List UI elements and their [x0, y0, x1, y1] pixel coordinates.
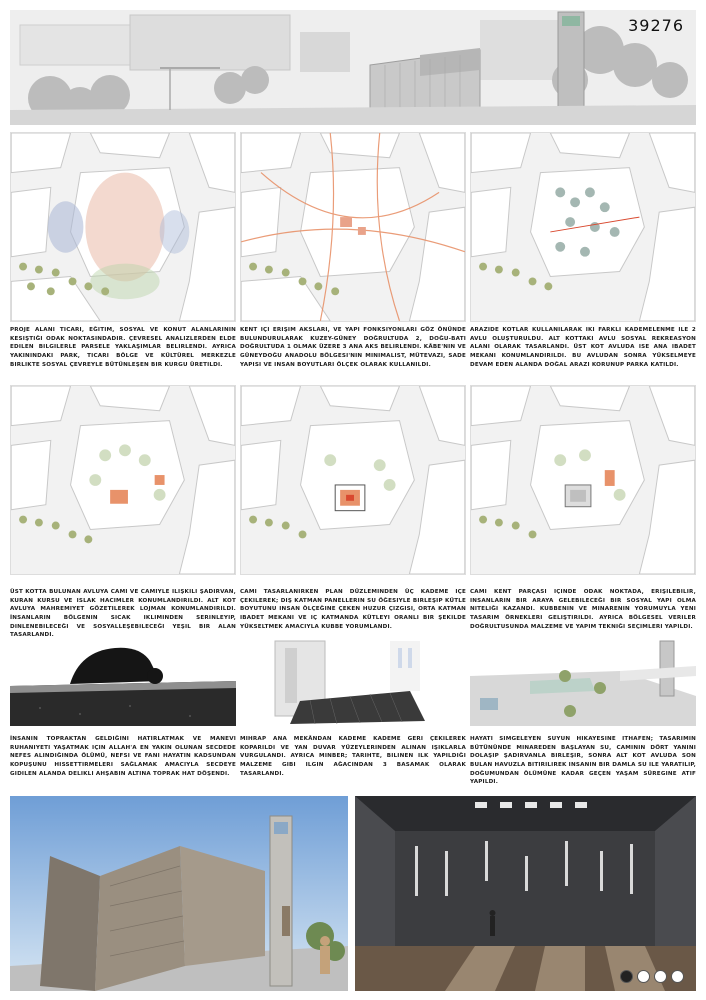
site-plan-courtyard-drawing — [11, 386, 235, 574]
hero-scene — [10, 10, 696, 125]
description-social: CAMI KENT PARÇASI IÇINDE ODAK NOKTADA, ERIŞILEBILIR, INSANLARIN BIR ARAYA GELEBILECEĞI BIR SOSYAL YAPI OLMA NITELIĞI KAZANDI. KUBBENIN VE MINARENIN YORUMUYLA YENI TASARIM ÖRNEKLERI GELIŞTIRILDI. AYRICA BÖLGESEL VERILER DOĞRULTUSUNDA MALZEME VE YAPIM TEKNIĞI SEÇIMLERI YAPILDI. — [470, 589, 696, 630]
poster-id: 39276 — [628, 16, 684, 35]
site-plan-mosque-layers-drawing — [241, 386, 465, 574]
pager-dot-3[interactable] — [654, 970, 667, 983]
pager-dots — [620, 970, 684, 983]
description-site-analysis: PROJE ALANI TICARI, EĞITIM, SOSYAL VE KONUT ALANLARININ KESIŞTIĞI ODAK NOKTASINDADIR. ÇEVRESEL ANALIZLERDEN ELDE EDILEN BILGILERLE PARSELE YAKLAŞIMLAR BELIRLENDI. AYRICA YAKININDAKI PARK, TICARI BÖLGE VE KÜLTÜREL MERKEZLE BIRLIKTE SOSYAL ÇEVREYLE BÜTÜNLEŞEN BIR KURGU ÜRETILDI. — [10, 327, 236, 368]
pager-dot-4[interactable] — [671, 970, 684, 983]
mihrab-drawing — [240, 636, 466, 726]
interior-scene — [355, 796, 696, 991]
description-levels: ARAZIDE KOTLAR KULLANILARAK IKI FARKLI KADEMELENME ILE 2 AVLU OLUŞTURULDU. ALT KOTTAKI AVLU SOSYAL REKREASYON ALANI OLARAK TASARLANDI. ÜST KOT AVLUDA ISE ANA IBADET MEKANI KONUMLANDIRILDI. BU AVLUDAN SONRA YÜKSELMEYE DEVAM EDEN ALANDA DOĞAL ARAZI KORUNUP PARKA KATILDI. — [470, 327, 696, 368]
hero-render — [10, 10, 696, 125]
site-plan-axes — [240, 132, 466, 322]
description-prostration: İNSANIN TOPRAKTAN GELDIĞINI HATIRLATMAK VE MANEVI RUHANIYETI YAŞATMAK IÇIN ALLAH'A EN YAKIN OLUNAN SECDEDE NEFES ALINDIĞINDA ÖLÜMÜ, NEFSI VE FANI HAYATIN KADSUNDAN KOPUŞUNU HISSETTIRMELERI SAĞLAMAK AMACIYLA SECDEYE GIDILEN ALANDA DELIKLI AHŞABIN ALTINA TOPRAK HAT DÖŞENDI. — [10, 736, 236, 777]
pager-dot-2[interactable] — [637, 970, 650, 983]
site-plan-analysis-drawing — [11, 133, 235, 321]
water-illustration — [470, 636, 696, 726]
site-plan-courtyard — [10, 385, 236, 575]
description-mosque-layers: CAMI TASARLANIRKEN PLAN DÜZLEMINDEN ÜÇ KADEME IÇE ÇEKILEREK; DIŞ KATMAN PANELLERIN SU ÖĞESIYLE BIRLEŞIP KÜTLE BOYUTUNU INSAN ÖLÇEĞINE ÇEKEN HUZUR ÇIZGISI, ORTA KATMAN IBADET MEKANI VE IÇ KATMANDA KÜTLEYI ORANLI BIR ŞEKILDE YÜKSELTMEK AMACIYLA KUBBE YORUMLANDI. — [240, 589, 466, 630]
exterior-render — [10, 796, 348, 991]
site-plan-mosque-layers — [240, 385, 466, 575]
site-plan-final-drawing — [471, 386, 695, 574]
pager-dot-1[interactable] — [620, 970, 633, 983]
interior-render — [355, 796, 696, 991]
exterior-scene — [10, 796, 348, 991]
mihrab-illustration — [240, 636, 466, 726]
prostration-illustration — [10, 636, 236, 726]
site-plan-analysis — [10, 132, 236, 322]
site-plan-final — [470, 385, 696, 575]
description-mihrab: MIHRAP ANA MEKÂNDAN KADEME KADEME GERI ÇEKILEREK KOPARILDI VE YAN DUVAR YÜZEYLERINDEN ALINAN IŞIKLARLA VURGULANDI. AYRICA MINBER; TARIHTE, BILINEN ILK YAPILDIĞI MALZEME GIBI ILGIN AĞACINDAN 3 BASAMAK OLARAK TASARLANDI. — [240, 736, 466, 777]
description-water: HAYATI SIMGELEYEN SUYUN HIKAYESINE ITHAFEN; TASARIMIN BÜTÜNÜNDE MINAREDEN BAŞLAYAN SU, CAMININ DÖRT YANINI DOLAŞIP ŞADIRVANLA BIRLEŞIR, SONRA ALT KOT AVLUDA SON BULAN HAVUZLA BITIRILIREK INSANIN BIR DAMLA SU ILE YARATILIP, DOĞUMUNDAN ÖLÜMÜNE KADAR GEÇEN YAŞAM SÜREGINE ATIF YAPILDI. — [470, 736, 696, 786]
water-drawing — [470, 636, 696, 726]
description-axes: KENT IÇI ERIŞIM AKSLARI, VE YAPI FONKSIYONLARI GÖZ ÖNÜNDE BULUNDURULARAK KUZEY-GÜNEY DOĞRULTUDA 2, DOĞU-BATI DOĞRULTUDA 1 OLMAK ÜZERE 3 ANA AKS BELIRLENDI. KÂBE'NIN VE GÜNEYDOĞU ANADOLU BÖLGESI'NIN MINIMALIST, MÜTEVAZI, SADE YAPISI VE INSAN BOYUTLARI ÖLÇEK OLARAK KULLANILDI. — [240, 327, 466, 368]
description-courtyard: ÜST KOTTA BULUNAN AVLUYA CAMI VE CAMIYLE ILIŞKILI ŞADIRVAN, KURAN KURSU VE ISLAK HACIMLER KONUMLANDIRILDI. ALT KOT AVLUYA MAHREMIYET GÖZETILEREK LOJMAN KONUMLANDIRILDI. İNSANLARIN BÖLGENIN SICAK IKLIMINDEN SERINLEYIP, DINLENEBILECEĞI VE SOSYALLEŞEBILECEĞI YEŞIL BIR ALAN — [10, 589, 236, 630]
site-plan-levels — [470, 132, 696, 322]
site-plan-levels-drawing — [471, 133, 695, 321]
prostration-drawing — [10, 636, 236, 726]
site-plan-axes-drawing — [241, 133, 465, 321]
